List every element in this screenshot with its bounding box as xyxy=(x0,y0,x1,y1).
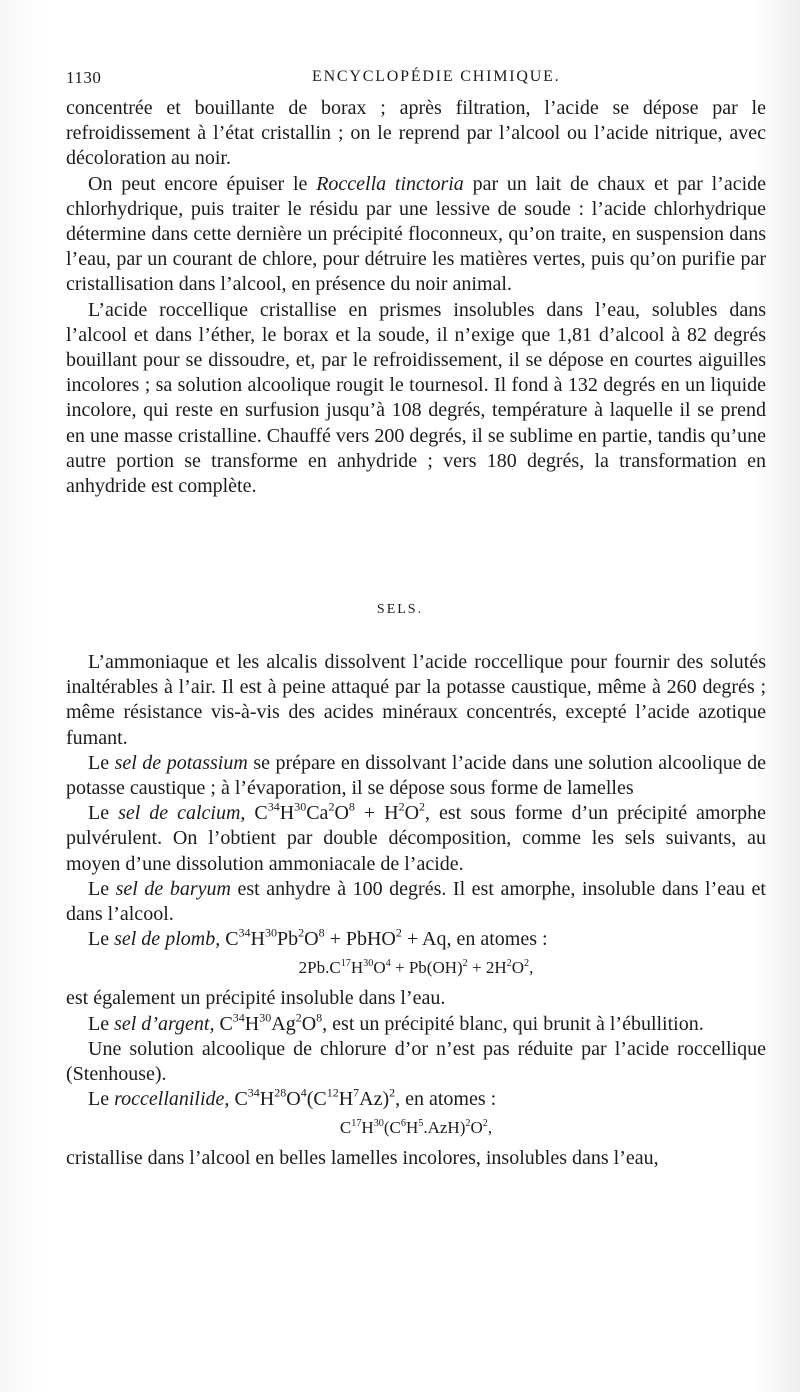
formula-lead-atoms xyxy=(66,954,766,982)
formula-sup: 8 xyxy=(348,799,355,814)
formula-sup: 34 xyxy=(247,1085,260,1100)
term-potassium-salt: sel de potassium xyxy=(114,751,248,774)
formula-part: H xyxy=(405,1118,419,1138)
species-name: Roccella tinctoria xyxy=(316,172,464,195)
formula-part: Pb xyxy=(276,928,299,951)
paragraph-lead-precipitate: est également un précipité insoluble dans l’eau. xyxy=(66,987,446,1010)
term-barium-salt: sel de baryum xyxy=(115,877,231,900)
formula-part: O xyxy=(404,802,420,825)
page-number: 1130 xyxy=(66,68,102,87)
formula-part: , xyxy=(529,958,534,978)
formula-part: O xyxy=(470,1118,483,1138)
paragraph-lead-salt xyxy=(66,927,766,952)
paragraph-gold-chloride: Une solution alcoolique de chlorure d’or n’est pas réduite par l’acide roccellique (Stenhouse). xyxy=(66,1037,766,1086)
formula-part: + Pb(OH) xyxy=(390,958,463,978)
formula-part: Az) xyxy=(359,1088,390,1111)
text-run: Le xyxy=(88,751,115,774)
formula-part: O xyxy=(286,1088,301,1111)
text-run: , est sous forme d’un précipité amorphe pulvérulent. On l’obtient par double décomposition, comme les sels suivants, au moyen d’une dissolution ammoniacale de l’acide. xyxy=(66,802,767,875)
formula-sup: 30 xyxy=(373,1118,384,1130)
term-calcium-salt: sel de calcium, xyxy=(118,802,246,825)
formula-part: O xyxy=(304,928,319,951)
formula-part: O xyxy=(334,802,349,825)
formula-sup: 30 xyxy=(363,958,374,970)
page-header xyxy=(66,68,766,92)
formula-part: O xyxy=(373,958,386,978)
formula-sup: 7 xyxy=(353,1085,360,1100)
formula-sup: 34 xyxy=(267,799,280,814)
formula-sup: 2 xyxy=(419,799,426,814)
formula-part: C xyxy=(220,928,239,951)
formula-part: H xyxy=(250,928,265,951)
paragraph-purification: concentrée et bouillante de borax ; après filtration, l’acide se dépose par le refroidissement à l’état cristallin ; on le reprend par l’alcool ou l’acide nitrique, avec décoloration au noir. xyxy=(66,97,766,170)
text-run: , est un précipité blanc, qui brunit à l’ébullition. xyxy=(322,1012,704,1035)
paragraph-roccella-extraction xyxy=(66,172,766,298)
text-run: par un lait de chaux et par l’acide chlorhydrique, puis traiter le résidu par une lessive de soude : l’acide chlorhydrique détermine dans cette dernière un précipité floconneux, qu’on traite, en suspension dans l’eau, par un courant de chlore, pour détruire les matières vertes, puis qu’on purifie par cristallisation dans l’alcool, en présence du noir animal. xyxy=(66,172,767,296)
formula-part: + PbHO xyxy=(324,928,396,951)
formula-part: , xyxy=(487,1118,493,1138)
formula-sup: 2 xyxy=(482,1118,488,1130)
text-run: Le xyxy=(88,1088,115,1111)
formula-part: C xyxy=(245,802,268,825)
formula-sup: 2 xyxy=(506,958,512,970)
formula-sup: 2 xyxy=(298,925,305,940)
formula-sup: 12 xyxy=(326,1085,339,1100)
text-run: Le xyxy=(88,1012,115,1035)
paragraph-barium-salt xyxy=(66,877,766,927)
formula-part: H xyxy=(361,1118,374,1138)
text-run: est anhydre à 100 degrés. Il est amorphe, insoluble dans l’eau et dans l’alcool. xyxy=(66,877,766,926)
formula-sup: 28 xyxy=(274,1085,287,1100)
formula-sup: 2 xyxy=(295,1010,302,1025)
formula-sup: 34 xyxy=(232,1010,245,1025)
formula-sup: 8 xyxy=(316,1010,323,1025)
formula-sup: 2 xyxy=(395,925,402,940)
formula-part: H xyxy=(279,802,295,825)
formula-sup: 17 xyxy=(340,958,351,970)
formula-sup: 6 xyxy=(400,1118,406,1130)
text-block-preparation xyxy=(66,96,766,499)
formula-part: H xyxy=(244,1012,260,1035)
paragraph-potassium-salt xyxy=(66,751,766,801)
text-run: Le xyxy=(88,802,119,825)
formula-part: Ca xyxy=(306,802,329,825)
paragraph-properties: L’acide roccellique cristallise en prismes insolubles dans l’eau, solubles dans l’alcool et dans l’éther, le borax et la soude, il n’exige que 1,81 d’alcool à 82 degrés bouillant pour se dissoudre, et, par le refroidissement, il se dépose en courtes aiguilles incolores ; sa solution alcoolique rougit le tournesol. Il fond à 132 degrés en un liquide incolore, qui reste en surfusion jusqu’à 108 degrés, température à laquelle il se prend en une masse cristalline. Chauffé vers 200 degrés, il se sublime en partie, tandis qu’une autre portion se transforme en anhydride ; vers 180 degrés, la transformation en anhydride est complète. xyxy=(66,298,766,498)
text-run: , en atomes : xyxy=(395,1088,497,1111)
formula-part: H xyxy=(350,958,364,978)
formula-part: H xyxy=(338,1088,354,1111)
formula-part: Ag xyxy=(271,1012,296,1035)
formula-part: (C xyxy=(383,1118,401,1138)
formula-sup: 4 xyxy=(300,1085,307,1100)
formula-part: 2Pb.C xyxy=(298,958,341,978)
text-run: On peut encore épuiser le xyxy=(88,172,317,195)
paragraph-calcium-salt xyxy=(66,801,766,877)
term-roccellanilide: roccellanilide, xyxy=(114,1088,230,1111)
term-silver-salt: sel d’argent, xyxy=(114,1012,215,1035)
paragraph-crystallization: cristallise dans l’alcool en belles lamelles incolores, insolubles dans l’eau, xyxy=(66,1147,659,1170)
text-run: Le xyxy=(88,928,115,951)
formula-sup: 2 xyxy=(398,799,405,814)
formula-part: O xyxy=(301,1012,317,1035)
formula-part: .AzH) xyxy=(423,1118,466,1138)
formula-sup: 2 xyxy=(328,799,335,814)
formula-part: C xyxy=(229,1088,248,1111)
formula-part: (C xyxy=(306,1088,327,1111)
running-title: ENCYCLOPÉDIE CHIMIQUE. xyxy=(312,68,561,85)
text-run: se prépare en dissolvant l’acide dans une solution alcoolique de potasse caustique ; à l’évaporation, il se dépose sous forme de lamelles xyxy=(66,751,766,800)
formula-sup: 30 xyxy=(264,925,277,940)
section-heading-sels: SELS. xyxy=(376,602,424,617)
formula-part: + 2H xyxy=(467,958,507,978)
formula-sup: 2 xyxy=(465,1118,471,1130)
text-run: Le xyxy=(88,877,116,900)
formula-sup: 2 xyxy=(524,958,530,970)
formula-sup: 4 xyxy=(385,958,391,970)
paragraph-silver-salt xyxy=(66,1012,766,1037)
term-lead-salt: sel de plomb, xyxy=(114,928,221,951)
text-block-salts xyxy=(66,650,766,1172)
formula-part: H xyxy=(259,1088,275,1111)
text-run: + Aq, en atomes : xyxy=(401,928,548,951)
formula-part: + H xyxy=(354,802,399,825)
formula-part: C xyxy=(339,1118,352,1138)
formula-sup: 5 xyxy=(418,1118,424,1130)
formula-sup: 30 xyxy=(294,799,307,814)
formula-sup: 2 xyxy=(389,1085,396,1100)
paragraph-ammonia: L’ammoniaque et les alcalis dissolvent l’acide roccellique pour fournir des solutés inaltérables à l’air. Il est à peine attaqué par la potasse caustique, même à 260 degrés ; même résistance vis-à-vis des acides minéraux concentrés, excepté l’acide azotique fumant. xyxy=(66,651,766,749)
formula-sup: 17 xyxy=(351,1118,362,1130)
formula-sup: 2 xyxy=(462,958,468,970)
formula-sup: 34 xyxy=(238,925,251,940)
formula-roccellanilide-atoms xyxy=(66,1114,766,1142)
formula-part: O xyxy=(511,958,524,978)
paragraph-roccellanilide xyxy=(66,1087,766,1112)
formula-part: C xyxy=(214,1012,233,1035)
formula-sup: 30 xyxy=(259,1010,272,1025)
formula-sup: 8 xyxy=(318,925,325,940)
